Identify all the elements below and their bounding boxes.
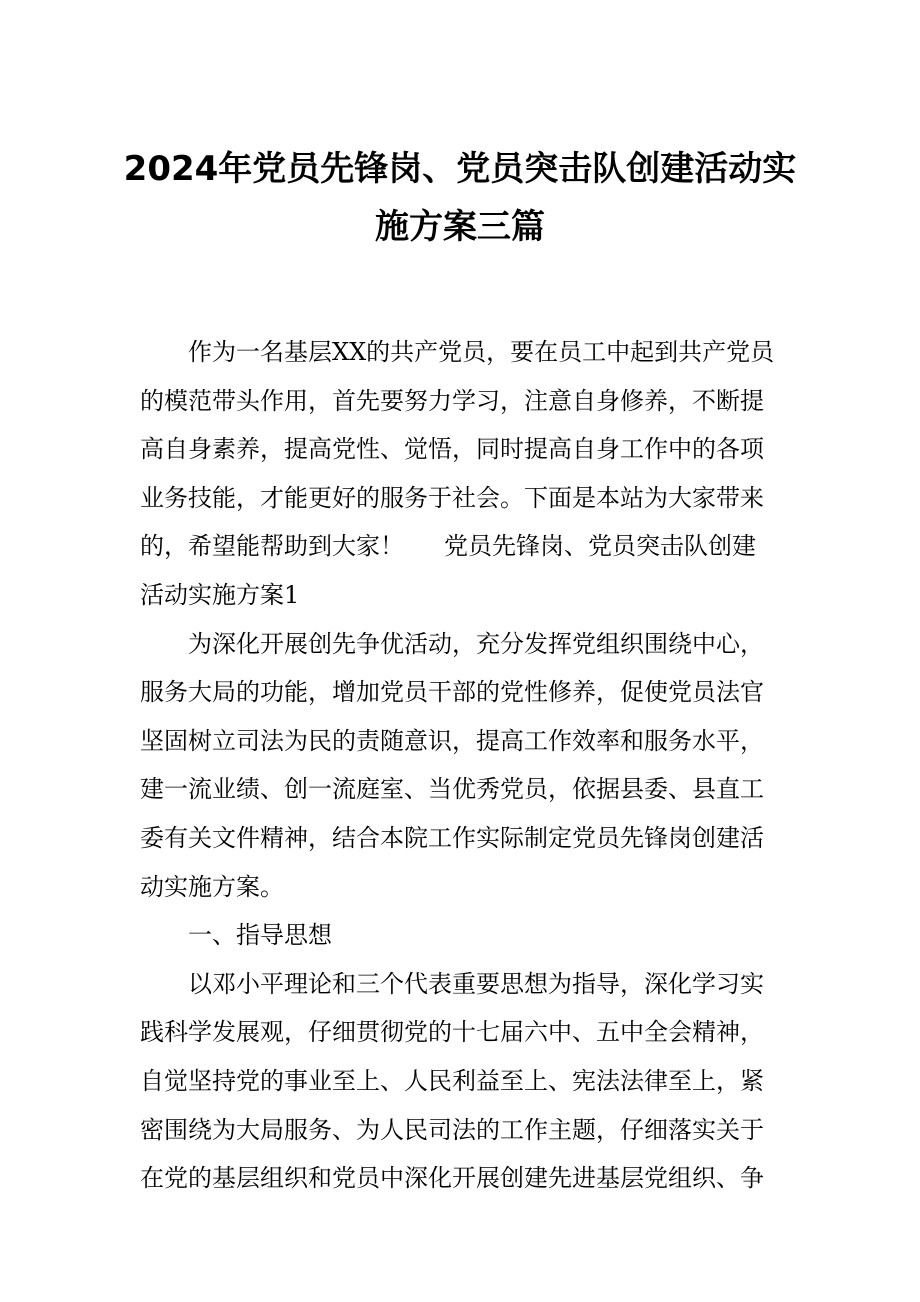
body-line: 密围绕为大局服务、为人民司法的工作主题，仔细落实关于 xyxy=(140,1115,764,1144)
section-heading-start: 党员先锋岗、党员突击队创建 xyxy=(444,532,756,561)
body-text: 的，希望能帮助到大家！ xyxy=(140,532,404,561)
body-line: 以邓小平理论和三个代表重要思想为指导，深化学习实 xyxy=(188,969,764,998)
body-line: 为深化开展创先争优活动，充分发挥党组织围绕中心， xyxy=(188,629,764,658)
body-line: 坚固树立司法为民的责随意识，提高工作效率和服务水平， xyxy=(140,726,764,755)
body-line: 委有关文件精神，结合本院工作实际制定党员先锋岗创建活 xyxy=(140,823,764,852)
title-line: 2024年党员先锋岗、党员突击队创建活动实 xyxy=(123,149,797,189)
body-line: 动实施方案。 xyxy=(140,872,284,901)
body-line: 服务大局的功能，增加党员干部的党性修养，促使党员法官 xyxy=(140,678,764,707)
body-line: 建一流业绩、创一流庭室、当优秀党员，依据县委、县直工 xyxy=(140,775,764,804)
body-line: 业务技能，才能更好的服务于社会。下面是本站为大家带来 xyxy=(140,483,764,512)
body-line: 高自身素养，提高党性、觉悟，同时提高自身工作中的各项 xyxy=(140,435,764,464)
title-line: 施方案三篇 xyxy=(375,207,545,247)
body-line: 的模范带头作用，首先要努力学习，注意自身修养，不断提 xyxy=(140,386,764,415)
document-body xyxy=(140,328,780,1203)
body-line: 践科学发展观，仔细贯彻党的十七届六中、五中全会精神， xyxy=(140,1018,764,1047)
document-title xyxy=(110,140,810,256)
body-line: 作为一名基层XX的共产党员，要在员工中起到共产党员 xyxy=(188,338,775,366)
section-heading: 一、指导思想 xyxy=(188,921,332,950)
body-line-with-heading xyxy=(140,522,780,571)
body-line: 在党的基层组织和党员中深化开展创建先进基层党组织、争 xyxy=(140,1164,764,1193)
body-line: 自觉坚持党的事业至上、人民利益至上、宪法法律至上，紧 xyxy=(140,1066,764,1095)
section-heading-end: 活动实施方案1 xyxy=(140,580,300,609)
